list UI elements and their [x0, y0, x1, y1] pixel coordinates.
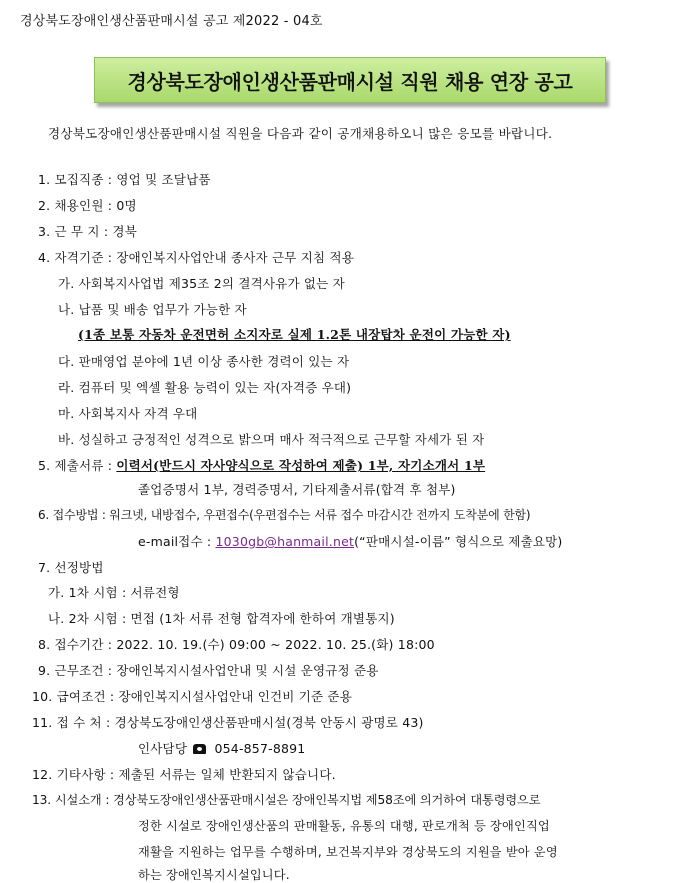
item-1: 1. 모집직종 : 영업 및 조달납품	[38, 172, 211, 187]
item-7: 7. 선정방법	[38, 560, 104, 575]
item-6: 6. 접수방법 : 워크넷, 내방접수, 우편접수(우편접수는 서류 접수 마감시간 전까지 도착분에 한함)	[38, 508, 531, 522]
item-13-line3: 재활을 지원하는 업무를 수행하며, 보건복지부와 경상북도의 지원을 받아 운영	[138, 845, 558, 859]
item-5-required-docs: 이력서(반드시 자사양식으로 작성하여 제출) 1부, 자기소개서 1부	[116, 458, 486, 473]
item-6-email	[138, 532, 562, 550]
item-4f: 바. 성실하고 긍정적인 성격으로 밝으며 매사 적극적으로 근무할 자세가 된 자	[58, 432, 485, 447]
item-12: 12. 기타사항 : 제출된 서류는 일체 반환되지 않습니다.	[32, 767, 336, 782]
phone-icon	[193, 744, 206, 754]
item-4d: 라. 컴퓨터 및 엑셀 활용 능력이 있는 자(자격증 우대)	[58, 380, 352, 395]
email-suffix: (“판매시설-이름” 형식으로 제출요망)	[354, 534, 563, 549]
item-9: 9. 근무조건 : 장애인복지시설사업안내 및 시설 운영규정 준용	[38, 663, 379, 678]
item-5-line2: 졸업증명서 1부, 경력증명서, 기타제출서류(합격 후 첨부)	[138, 482, 456, 497]
page-title: 경상북도장애인생산품판매시설 직원 채용 연장 공고	[127, 69, 573, 94]
item-11-contact	[138, 739, 305, 757]
contact-label: 인사담당	[138, 741, 188, 756]
item-4b: 나. 납품 및 배송 업무가 가능한 자	[58, 302, 247, 317]
item-5	[38, 456, 485, 474]
notice-number: 경상북도장애인생산품판매시설 공고 제2022 - 04호	[20, 14, 323, 29]
item-4: 4. 자격기준 : 장애인복지사업안내 종사자 근무 지침 적용	[38, 250, 355, 265]
item-13-line1: 13. 시설소개 : 경상북도장애인생산품판매시설은 장애인복지법 제58조에 의거하여 대통령령으로	[32, 793, 541, 807]
item-11: 11. 접 수 처 : 경상북도장애인생산품판매시설(경북 안동시 광명로 43)	[32, 715, 424, 730]
email-label: e-mail접수 :	[138, 534, 216, 549]
intro-text: 경상북도장애인생산품판매시설 직원을 다음과 같이 공개채용하오니 많은 응모를 바랍니다.	[48, 126, 553, 141]
item-4a: 가. 사회복지사업법 제35조 2의 결격사유가 없는 자	[58, 276, 345, 291]
item-4b-note: (1종 보통 자동차 운전면허 소지자로 실제 1.2톤 내장탑차 운전이 가능한 자)	[78, 327, 511, 342]
item-7a: 가. 1차 시험 : 서류전형	[48, 585, 180, 600]
item-2: 2. 채용인원 : 0명	[38, 198, 137, 213]
contact-phone: 054-857-8891	[214, 741, 306, 756]
item-13-line2: 정한 시설로 장애인생산품의 판매활동, 유통의 대행, 판로개척 등 장애인직업	[138, 819, 550, 833]
item-13-line4: 하는 장애인복지시설입니다.	[138, 868, 290, 882]
item-7b: 나. 2차 시험 : 면접 (1차 서류 전형 합격자에 한하여 개별통지)	[48, 611, 395, 626]
email-link[interactable]: 1030gb@hanmail.net	[215, 534, 355, 549]
item-4e: 마. 사회복지사 자격 우대	[58, 406, 198, 421]
item-10: 10. 급여조건 : 장애인복지시설사업안내 인건비 기준 준용	[32, 689, 352, 704]
item-5-label: 5. 제출서류 :	[38, 458, 117, 473]
item-3: 3. 근 무 지 : 경북	[38, 224, 137, 239]
title-banner	[94, 57, 606, 103]
item-8: 8. 접수기간 : 2022. 10. 19.(수) 09:00 ~ 2022. 10. 25.(화) 18:00	[38, 637, 435, 652]
item-4c: 다. 판매영업 분야에 1년 이상 종사한 경력이 있는 자	[58, 354, 350, 369]
